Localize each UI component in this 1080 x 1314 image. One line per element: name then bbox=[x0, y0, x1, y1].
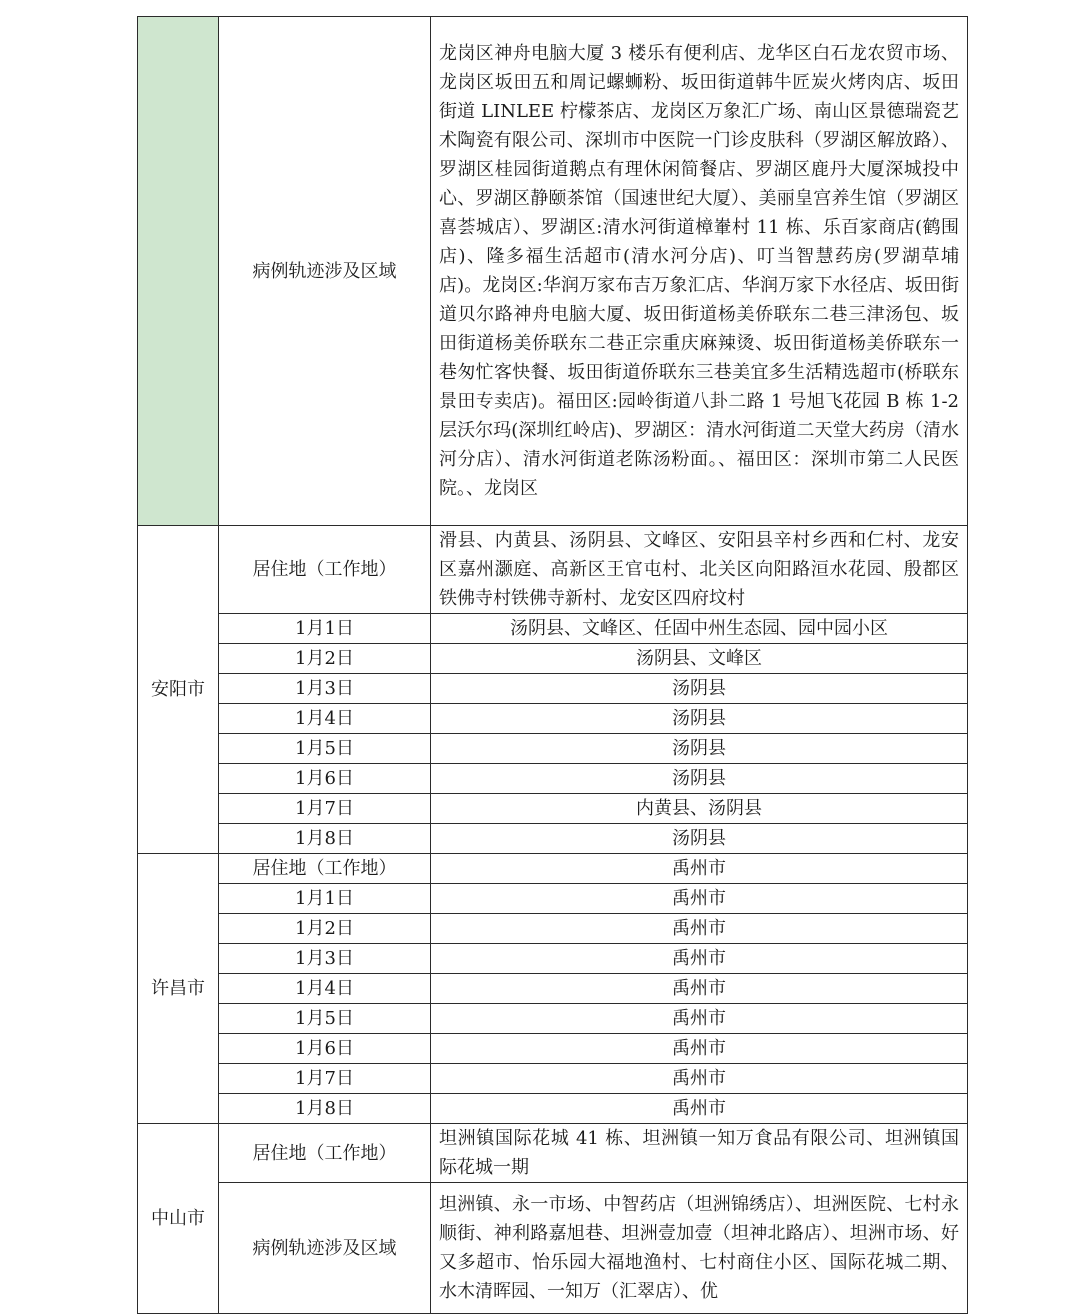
row-label: 居住地（工作地） bbox=[219, 1124, 431, 1183]
date-cell: 1月8日 bbox=[219, 824, 431, 854]
area-cell: 坦洲镇国际花城 41 栋、坦洲镇一知万食品有限公司、坦洲镇国际花城一期 bbox=[431, 1124, 968, 1183]
date-cell: 1月2日 bbox=[219, 914, 431, 944]
date-cell: 1月5日 bbox=[219, 1004, 431, 1034]
table-row bbox=[138, 734, 968, 764]
table-row bbox=[138, 1094, 968, 1124]
date-cell: 1月3日 bbox=[219, 674, 431, 704]
date-cell: 1月6日 bbox=[219, 1034, 431, 1064]
date-cell: 1月6日 bbox=[219, 764, 431, 794]
table-row bbox=[138, 1064, 968, 1094]
date-cell: 1月1日 bbox=[219, 614, 431, 644]
epidemic-table bbox=[137, 16, 968, 1314]
area-cell: 滑县、内黄县、汤阴县、文峰区、安阳县辛村乡西和仁村、龙安区嘉州灏庭、高新区王官屯村、北关区向阳路洹水花园、殷都区铁佛寺村铁佛寺新村、龙安区四府坟村 bbox=[431, 526, 968, 614]
area-cell: 禹州市 bbox=[431, 944, 968, 974]
area-cell: 禹州市 bbox=[431, 854, 968, 884]
area-cell: 禹州市 bbox=[431, 914, 968, 944]
area-cell: 汤阴县 bbox=[431, 824, 968, 854]
area-cell: 汤阴县、文峰区 bbox=[431, 644, 968, 674]
area-cell: 禹州市 bbox=[431, 1004, 968, 1034]
area-cell: 汤阴县 bbox=[431, 674, 968, 704]
date-cell: 1月2日 bbox=[219, 644, 431, 674]
table-row bbox=[138, 794, 968, 824]
date-cell: 1月4日 bbox=[219, 704, 431, 734]
table-row bbox=[138, 854, 968, 884]
table-row bbox=[138, 824, 968, 854]
table-row bbox=[138, 17, 968, 526]
area-cell: 禹州市 bbox=[431, 1094, 968, 1124]
row-label: 居住地（工作地） bbox=[219, 526, 431, 614]
table-row bbox=[138, 644, 968, 674]
area-cell: 禹州市 bbox=[431, 974, 968, 1004]
table-row bbox=[138, 674, 968, 704]
row-label: 居住地（工作地） bbox=[219, 854, 431, 884]
city-cell: 许昌市 bbox=[138, 854, 219, 1124]
area-cell: 禹州市 bbox=[431, 884, 968, 914]
area-cell: 汤阴县 bbox=[431, 764, 968, 794]
table-row bbox=[138, 704, 968, 734]
date-cell: 1月4日 bbox=[219, 974, 431, 1004]
date-cell: 1月3日 bbox=[219, 944, 431, 974]
area-cell: 汤阴县 bbox=[431, 734, 968, 764]
table-row bbox=[138, 614, 968, 644]
date-cell: 1月7日 bbox=[219, 794, 431, 824]
table-row bbox=[138, 1004, 968, 1034]
table-row bbox=[138, 1034, 968, 1064]
date-cell: 1月7日 bbox=[219, 1064, 431, 1094]
area-cell: 内黄县、汤阴县 bbox=[431, 794, 968, 824]
area-cell: 禹州市 bbox=[431, 1064, 968, 1094]
table-row bbox=[138, 974, 968, 1004]
table-row bbox=[138, 944, 968, 974]
table-row bbox=[138, 1124, 968, 1183]
table-row bbox=[138, 1183, 968, 1314]
area-cell: 龙岗区神舟电脑大厦 3 楼乐有便利店、龙华区白石龙农贸市场、龙岗区坂田五和周记螺蛳粉、坂田街道韩牛匠炭火烤肉店、坂田街道 LINLEE 柠檬茶店、龙岗区万象汇广场、南山区景德瑞瓷艺术陶瓷有限公司、深圳市中医院一门诊皮肤科（罗湖区解放路）、罗湖区桂园街道鹅点有理休闲简餐店、罗湖区鹿丹大厦深城投中心、罗湖区静颐茶馆（国速世纪大厦）、美丽皇宫养生馆（罗湖区喜荟城店）、罗湖区:清水河街道樟輋村 11 栋、乐百家商店(鹤围店)、隆多福生活超市(清水河分店)、叮当智慧药房(罗湖草埔店)。龙岗区:华润万家布吉万象汇店、华润万家下水径店、坂田街道贝尔路神舟电脑大厦、坂田街道杨美侨联东二巷三津汤包、坂田街道杨美侨联东二巷正宗重庆麻辣烫、坂田街道杨美侨联东一巷匆忙客快餐、坂田街道侨联东三巷美宜多生活精选超市(桥联东景田专卖店)。福田区:园岭街道八卦二路 1 号旭飞花园 B 栋 1-2 层沃尔玛(深圳红岭店)、罗湖区：清水河街道二天堂大药房（清水河分店）、清水河街道老陈汤粉面。、福田区：深圳市第二人民医院。、龙岗区 bbox=[431, 17, 968, 526]
area-cell: 汤阴县、文峰区、任固中州生态园、园中园小区 bbox=[431, 614, 968, 644]
area-cell: 禹州市 bbox=[431, 1034, 968, 1064]
table-row bbox=[138, 764, 968, 794]
table-row bbox=[138, 884, 968, 914]
city-cell: 中山市 bbox=[138, 1124, 219, 1314]
table-row bbox=[138, 526, 968, 614]
area-cell: 汤阴县 bbox=[431, 704, 968, 734]
row-label: 病例轨迹涉及区域 bbox=[219, 1183, 431, 1314]
area-cell: 坦洲镇、永一市场、中智药店（坦洲锦绣店）、坦洲医院、七村永顺街、神利路嘉旭巷、坦洲壹加壹（坦神北路店）、坦洲市场、好又多超市、怡乐园大福地渔村、七村商住小区、国际花城二期、水木清晖园、一知万（汇翠店）、优 bbox=[431, 1183, 968, 1314]
date-cell: 1月5日 bbox=[219, 734, 431, 764]
date-cell: 1月1日 bbox=[219, 884, 431, 914]
city-cell: 安阳市 bbox=[138, 526, 219, 854]
row-label: 病例轨迹涉及区域 bbox=[219, 17, 431, 526]
table-row bbox=[138, 914, 968, 944]
city-cell-empty bbox=[138, 17, 219, 526]
date-cell: 1月8日 bbox=[219, 1094, 431, 1124]
